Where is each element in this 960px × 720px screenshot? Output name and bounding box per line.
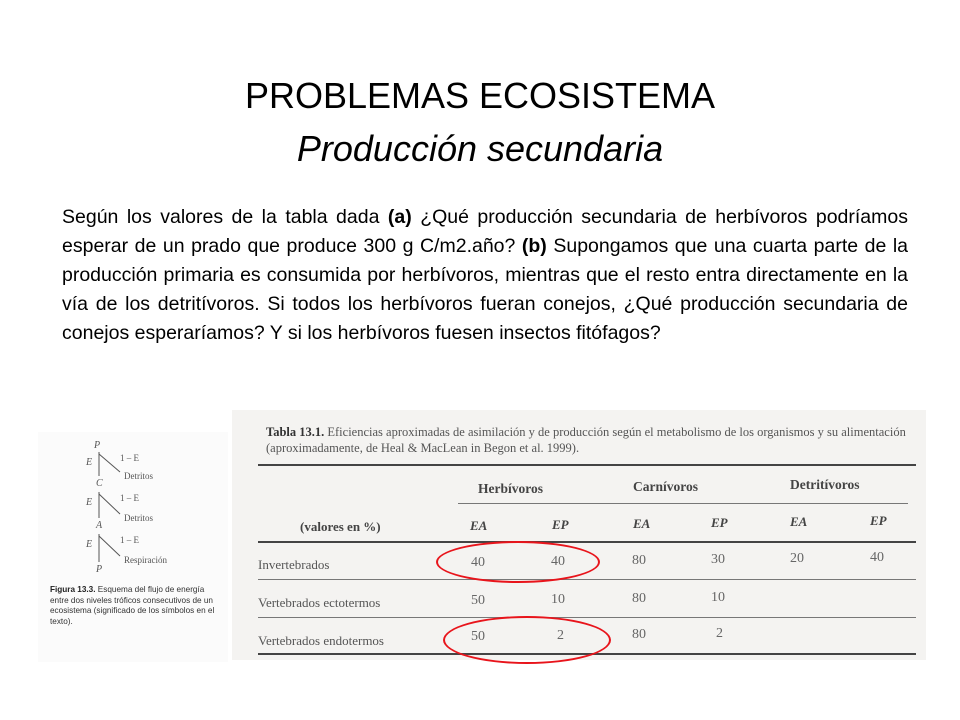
cell-inv-carn-ep: 30 [711,552,725,567]
diagram-label-right-3: 1 – E [120,493,139,503]
subheader-detr-ea: EA [790,514,808,529]
cell-ecto-carn-ep: 10 [711,590,725,605]
question-part-b: (b) [521,235,547,257]
diagram-label-left-1: E [86,457,93,468]
diagram-label-left-5: E [86,539,93,550]
diagram-label-top: P [94,440,101,451]
cell-endo-herb-ep: 2 [557,628,564,643]
subheader-herb-ep: EP [552,517,569,532]
cell-inv-detr-ea: 20 [790,551,804,566]
cell-inv-carn-ea: 80 [632,553,646,568]
diagram-label-right-5: 1 – E [120,535,139,545]
diagram-label-left-6: P [96,564,103,575]
header-unit: (valores en %) [300,519,381,534]
question-text-3: Supongamos que una cuarta parte de la producción primaria es consumida por herbívoros, mientras que el resto entra directamente en la vía de los detritívoros. Si todos los herbívoros fueran conejos, ¿Qué producción secundaria de conejos esperaríamos? Y si los herbívoros fuesen insectos fitófagos? [62,235,909,344]
header-bottom-rule [258,541,916,543]
slide-title: PROBLEMAS ECOSISTEMA [244,75,716,116]
diagram-label-left-4: A [96,520,103,531]
energy-flow-diagram [38,432,228,592]
row-label-endotherms: Vertebrados endotermos [258,633,384,648]
row-divider-2 [258,617,916,618]
highlight-ellipse-endotherms [443,616,611,664]
highlight-ellipse-invertebrates [436,541,600,583]
slide-subtitle: Producción secundaria [296,128,664,169]
problem-statement [62,203,908,348]
table-top-rule [258,464,916,466]
subheader-carn-ea: EA [633,516,651,531]
cell-inv-herb-ea: 40 [471,555,485,570]
row-divider-1 [258,579,916,580]
energy-flow-figure [38,432,228,662]
diagram-label-right-6: Respiración [124,555,167,565]
group-detritivores: Detritívoros [790,477,860,492]
table-caption: Tabla 13.1. Eficiencias aproximadas de asimilación y de producción según el metabolismo de los organismos y su alimentación (aproximadamente, de Heal & MacLean in Begon et al. 1999). [266,425,906,455]
cell-ecto-herb-ep: 10 [551,592,565,607]
question-text-1: Según los valores de la tabla dada [62,206,388,228]
subheader-detr-ep: EP [870,513,887,528]
diagram-label-left-3: E [86,497,93,508]
diagram-label-right-2: Detritos [124,471,153,481]
question-part-a: (a) [387,206,412,228]
group-carnivores: Carnívoros [633,479,699,494]
question-text-2: ¿Qué producción secundaria de herbívoros podríamos esperar de un prado que produce 300 g C/m2.año? [62,206,908,257]
subheader-carn-ep: EP [711,515,728,530]
diagram-label-left-2: C [96,478,103,489]
cell-inv-herb-ep: 40 [551,554,565,569]
figure-caption: Figura 13.3. Esquema del flujo de energía entre dos niveles tróficos consecutivos de un ecosistema (significado de los símbolos en el texto). [50,585,215,626]
diagram-label-right-4: Detritos [124,513,153,523]
group-herbivores: Herbívoros [478,481,543,496]
cell-endo-herb-ea: 50 [471,629,485,644]
cell-endo-carn-ea: 80 [632,627,646,642]
subheader-herb-ea: EA [470,518,488,533]
row-label-ectotherms: Vertebrados ectotermos [258,595,381,610]
cell-ecto-herb-ea: 50 [471,593,485,608]
diagram-label-right-1: 1 – E [120,453,139,463]
row-label-invertebrates: Invertebrados [258,557,330,572]
cell-ecto-carn-ea: 80 [632,591,646,606]
cell-inv-detr-ep: 40 [870,550,884,565]
group-underline [458,503,908,504]
cell-endo-carn-ep: 2 [716,626,723,641]
